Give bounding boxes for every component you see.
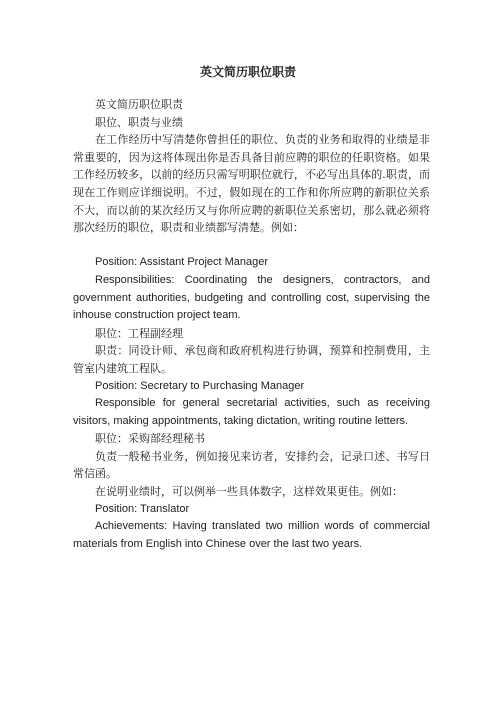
- paragraph-achievements-intro: 在说明业绩时，可以例举一些具体数字，这样效果更佳。例如：: [95, 485, 403, 499]
- paragraph-responsibilities-1-zh: 职责：同设计师、承包商和政府机构进行协调，预算和控制费用，主管室内建筑工程队。: [73, 344, 430, 375]
- paragraph-spacer: [73, 237, 430, 255]
- paragraph-position-1: Position: Assistant Project Manager: [95, 256, 269, 269]
- paragraph-intro: 在工作经历中写清楚你曾担任的职位、负责的业务和取得的业绩是非常重要的，因为这将体现出你是否具备目前应聘的职位的任职资格。如果工作经历较多，以前的经历只需写明职位就行，不必写出具体的.职责，而现在工作则应详细说明。不过，假如现在的工作和你所应聘的新职位关系不大，而以前的某次经历又与你所应聘的新职位关系密切，那么就必须将那次经历的职位，职责和业绩都写清楚。例如：: [73, 133, 430, 235]
- paragraph-heading: 英文简历职位职责: [95, 98, 183, 111]
- paragraph-position-3: Position: Translator: [95, 502, 190, 515]
- paragraph-responsibilities-2-zh: 负责一般秘书业务，例如接见来访者，安排约会，记录口述、书写日常信函。: [73, 449, 430, 481]
- document-title: 英文简历职位职责: [199, 65, 296, 79]
- document-body: [73, 96, 430, 553]
- paragraph-achievements-3: Achievements: Having translated two million words of commercial materials from English into Chinese over the last two years.: [73, 520, 430, 550]
- paragraph-position-2-zh: 职位：采购部经理秘书: [95, 432, 205, 446]
- paragraph-responsibilities-2: Responsible for general secretarial activities, such as receiving visitors, making appointments, taking dictation, writing routine letters.: [73, 397, 430, 427]
- paragraph-responsibilities-1: Responsibilities: Coordinating the designers, contractors, and government authorities, budgeting and controlling cost, supervising the inhouse construction project team.: [73, 273, 430, 322]
- paragraph-position-1-zh: 职位：工程副经理: [95, 326, 183, 340]
- paragraph-subheading: 职位、职责与业绩: [95, 115, 183, 129]
- paragraph-position-2: Position: Secretary to Purchasing Manager: [95, 379, 305, 392]
